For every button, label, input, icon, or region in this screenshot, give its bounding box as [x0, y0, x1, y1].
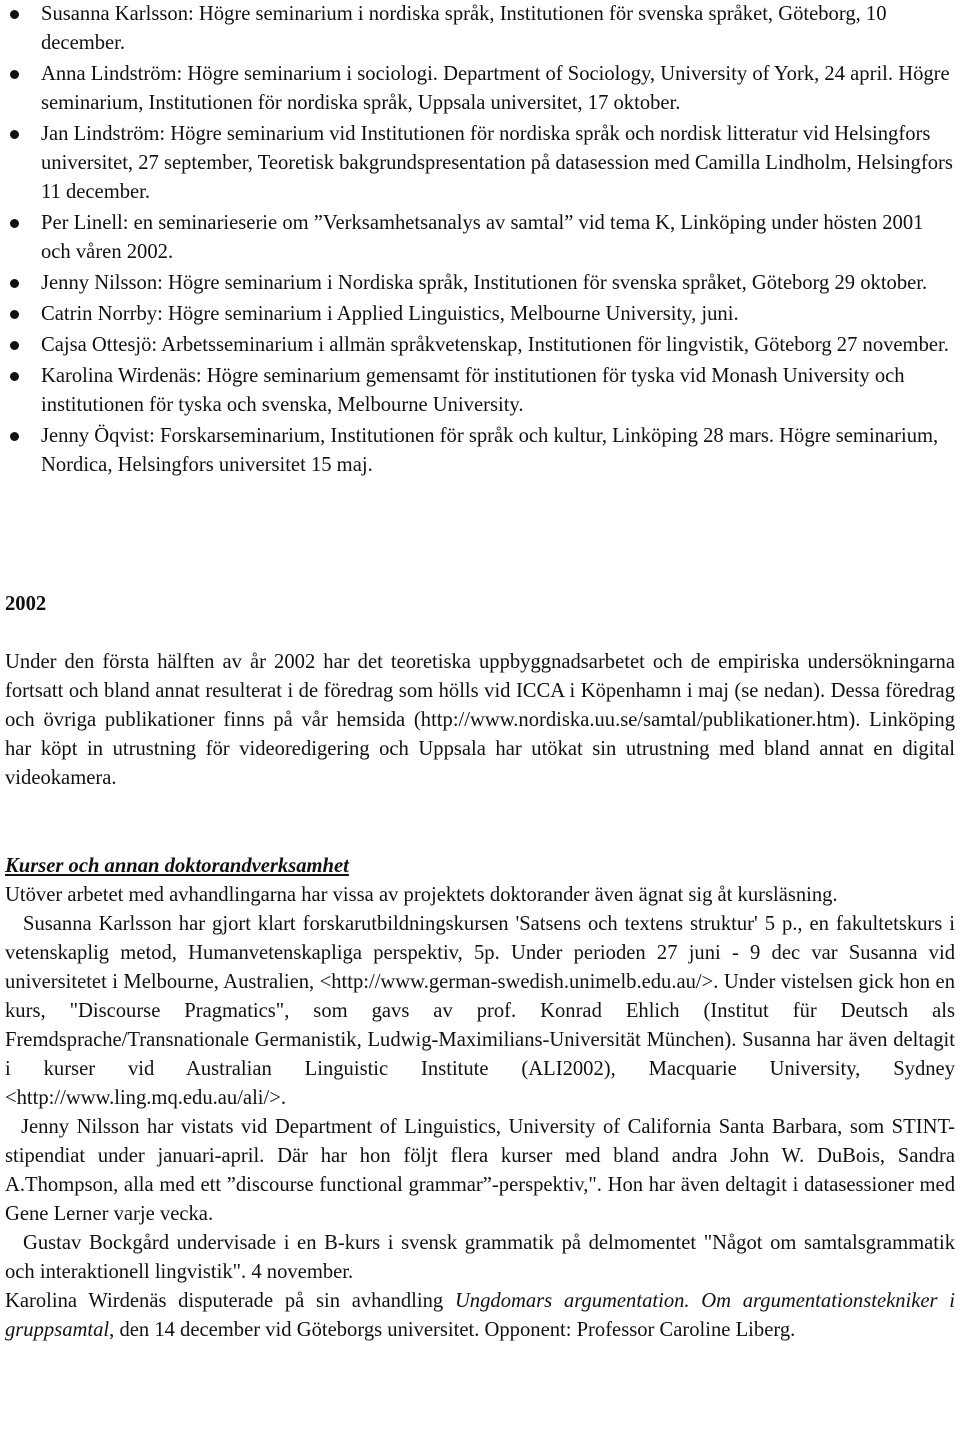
bullet-icon [10, 341, 19, 350]
section-body [5, 881, 955, 1345]
paragraph: Susanna Karlsson har gjort klart forskarutbildningskursen 'Satsens och textens struktur' 5 p., en fakultetskurs i vetenskaplig metod, Humanvetenskapliga perspektiv, 5p. Under perioden 27 juni - 9 dec var Susanna vid universitetet i Melbourne, Australien, <http://www.german-swedish.unimelb.edu.au/>. Under vistelsen gick hon en kurs, "Discourse Pragmatics", som gavs av prof. Konrad Ehlich (Institut für Deutsch als Fremdsprache/Transnationale Germanistik, Ludwig-Maximilians-Universität München). Susanna har även deltagit i kurser vid Australian Linguistic Institute (ALI2002), Macquarie University, Sydney <http://www.ling.mq.edu.au/ali/>. [5, 913, 955, 1109]
list-item [0, 209, 960, 267]
bullet-icon [10, 279, 19, 288]
text-before-title: Karolina Wirdenäs disputerade på sin avhandling [5, 1290, 455, 1312]
list-item-text: Jenny Öqvist: Forskarseminarium, Institutionen för språk och kultur, Linköping 28 mars. Högre seminarium, Nordica, Helsingfors universitet 15 maj. [41, 425, 939, 476]
section-heading: Kurser och annan doktorandverksamhet [5, 855, 349, 877]
list-item-text: Jenny Nilsson: Högre seminarium i Nordiska språk, Institutionen för svenska språket, Göteborg 29 oktober. [41, 272, 928, 294]
list-item-text: Cajsa Ottesjö: Arbetsseminarium i allmän språkvetenskap, Institutionen för lingvistik, Göteborg 27 november. [41, 334, 949, 356]
paragraph: Utöver arbetet med avhandlingarna har vissa av projektets doktorander även ägnat sig åt kursläsning. [5, 884, 838, 906]
paragraph: Jenny Nilsson har vistats vid Department of Linguistics, University of California Santa Barbara, som STINT-stipendiat under januari-april. Där har hon följt flera kurser med bland andra John W. DuBois, Sandra A.Thompson, alla med ett ”discourse functional grammar”-perspektiv,". Hon har även deltagit i datasessioner med Gene Lerner varje vecka. [5, 1116, 955, 1225]
list-item [0, 331, 960, 360]
seminar-list [0, 0, 960, 482]
year-heading: 2002 [5, 593, 47, 615]
bullet-icon [10, 372, 19, 381]
paragraph-dissertation [5, 1287, 955, 1345]
bullet-icon [10, 130, 19, 139]
list-item-text: Susanna Karlsson: Högre seminarium i nordiska språk, Institutionen för svenska språket, Göteborg, 10 december. [41, 3, 887, 54]
list-item-text: Jan Lindström: Högre seminarium vid Institutionen för nordiska språk och nordisk litteratur vid Helsingfors universitet, 27 september, Teoretisk bakgrundspresentation på datasession med Camilla Lindholm, Helsingfors 11 december. [41, 123, 953, 203]
list-item-text: Per Linell: en seminarieserie om ”Verksamhetsanalys av samtal” vid tema K, Linköping under hösten 2001 och våren 2002. [41, 212, 924, 263]
list-item [0, 0, 960, 58]
list-item [0, 60, 960, 118]
list-item [0, 422, 960, 480]
bullet-icon [10, 432, 19, 441]
bullet-icon [10, 10, 19, 19]
list-item-text: Catrin Norrby: Högre seminarium i Applied Linguistics, Melbourne University, juni. [41, 303, 739, 325]
bullet-icon [10, 219, 19, 228]
list-item [0, 300, 960, 329]
list-item [0, 362, 960, 420]
text-after-title: , den 14 december vid Göteborgs universitet. Opponent: Professor Caroline Liberg. [109, 1319, 796, 1341]
intro-paragraph: Under den första hälften av år 2002 har det teoretiska uppbyggnadsarbetet och de empiriska undersökningarna fortsatt och bland annat resulterat i de föredrag som hölls vid ICCA i Köpenhamn i maj (se nedan). Dessa föredrag och övriga publikationer finns på vår hemsida (http://www.nordiska.uu.se/samtal/publikationer.htm). Linköping har köpt in utrustning för videoredigering och Uppsala har utökat sin utrustning med bland annat en digital videokamera. [5, 651, 955, 789]
list-item [0, 269, 960, 298]
bullet-icon [10, 70, 19, 79]
dissertation-title: Ungdomars argumentation. Om argumentationstekniker i gruppsamtal [5, 1290, 955, 1341]
paragraph: Gustav Bockgård undervisade i en B-kurs i svensk grammatik på delmomentet "Något om samtalsgrammatik och interaktionell lingvistik". 4 november. [5, 1232, 955, 1283]
list-item-text: Anna Lindström: Högre seminarium i sociologi. Department of Sociology, University of York, 24 april. Högre seminarium, Institutionen för nordiska språk, Uppsala universitet, 17 oktober. [41, 63, 950, 114]
list-item-text: Karolina Wirdenäs: Högre seminarium gemensamt för institutionen för tyska vid Monash University och institutionen för tyska och svenska, Melbourne University. [41, 365, 905, 416]
list-item [0, 120, 960, 207]
bullet-icon [10, 310, 19, 319]
